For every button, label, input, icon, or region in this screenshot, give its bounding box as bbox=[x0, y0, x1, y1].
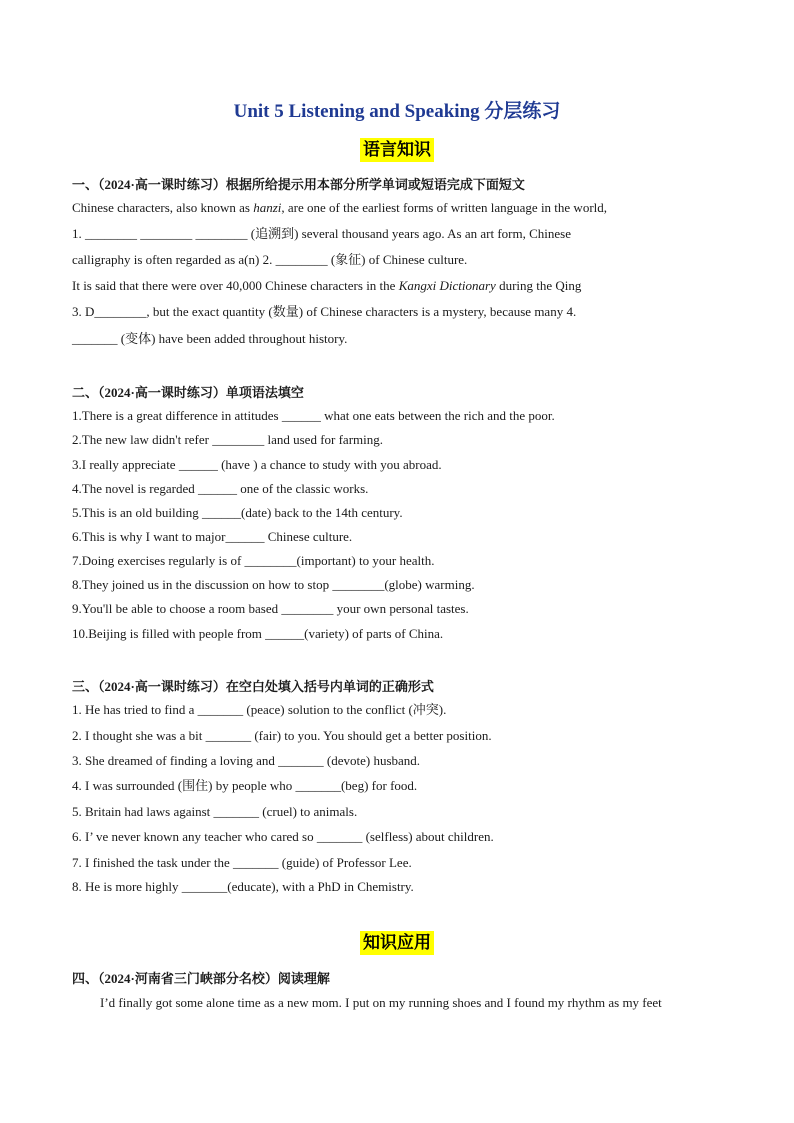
passage-line-5: 3. D________, but the exact quantity (数量) of Chinese characters is a mystery, because many 4. bbox=[72, 304, 577, 319]
exercise-item: 6.This is why I want to major______ Chinese culture. bbox=[72, 529, 353, 544]
passage-italic: hanzi bbox=[253, 200, 282, 215]
passage-line-3: calligraphy is often regarded as a(n) 2. ________ (象征) of Chinese culture. bbox=[72, 252, 468, 267]
section-4-heading: 四、（2024·河南省三门峡部分名校）阅读理解 bbox=[72, 971, 330, 986]
exercise-item: 5.This is an old building ______(date) back to the 14th century. bbox=[72, 505, 403, 520]
section-2-heading: 二、（2024·高一课时练习）单项语法填空 bbox=[72, 385, 304, 400]
exercise-item: 10.Beijing is filled with people from ______(variety) of parts of China. bbox=[72, 626, 444, 641]
passage-line-1 bbox=[72, 199, 607, 217]
reading-paragraph-line: I’d finally got some alone time as a new mom. I put on my running shoes and I found my rhythm as my feet bbox=[100, 995, 662, 1010]
exercise-item: 8.They joined us in the discussion on how to stop ________(globe) warming. bbox=[72, 577, 475, 592]
badge-label: 知识应用 bbox=[360, 931, 434, 955]
passage-text: during the Qing bbox=[495, 278, 582, 293]
exercise-item: 3.I really appreciate ______ (have ) a chance to study with you abroad. bbox=[72, 457, 442, 472]
passage-text: , are one of the earliest forms of written language in the world, bbox=[281, 200, 608, 215]
passage-text: Chinese characters, also known as bbox=[72, 200, 254, 215]
exercise-item: 7. I finished the task under the _______ (guide) of Professor Lee. bbox=[72, 855, 412, 870]
exercise-item: 1.There is a great difference in attitudes ______ what one eats between the rich and the poor. bbox=[72, 408, 555, 423]
exercise-item: 5. Britain had laws against _______ (cruel) to animals. bbox=[72, 804, 358, 819]
exercise-item: 4.The novel is regarded ______ one of the classic works. bbox=[72, 481, 369, 496]
exercise-item: 7.Doing exercises regularly is of ________(important) to your health. bbox=[72, 553, 435, 568]
exercise-item: 2. I thought she was a bit _______ (fair) to you. You should get a better position. bbox=[72, 728, 492, 743]
section-1-heading: 一、（2024·高一课时练习）根据所给提示用本部分所学单词或短语完成下面短文 bbox=[72, 177, 525, 192]
exercise-item: 3. She dreamed of finding a loving and _______ (devote) husband. bbox=[72, 753, 421, 768]
exercise-item: 4. I was surrounded (围住) by people who _______(beg) for food. bbox=[72, 778, 418, 793]
section-badge-knowledge-application bbox=[0, 931, 794, 955]
passage-line-4 bbox=[72, 277, 581, 295]
section-badge-language-knowledge bbox=[0, 138, 794, 162]
page-title: Unit 5 Listening and Speaking 分层练习 bbox=[233, 101, 561, 122]
exercise-item: 1. He has tried to find a _______ (peace) solution to the conflict (冲突). bbox=[72, 702, 447, 717]
exercise-item: 8. He is more highly _______(educate), with a PhD in Chemistry. bbox=[72, 879, 414, 894]
exercise-item: 6. I’ ve never known any teacher who cared so _______ (selfless) about children. bbox=[72, 829, 494, 844]
badge-label: 语言知识 bbox=[360, 138, 434, 162]
exercise-item: 2.The new law didn't refer ________ land used for farming. bbox=[72, 432, 384, 447]
passage-italic: Kangxi Dictionary bbox=[398, 278, 496, 293]
passage-line-6: _______ (变体) have been added throughout history. bbox=[72, 331, 348, 346]
section-3-heading: 三、（2024·高一课时练习）在空白处填入括号内单词的正确形式 bbox=[72, 679, 434, 694]
exercise-item: 9.You'll be able to choose a room based ________ your own personal tastes. bbox=[72, 601, 469, 616]
passage-text: It is said that there were over 40,000 Chinese characters in the bbox=[72, 278, 399, 293]
passage-line-2: 1. ________ ________ ________ (追溯到) several thousand years ago. As an art form, Chinese bbox=[72, 226, 571, 241]
